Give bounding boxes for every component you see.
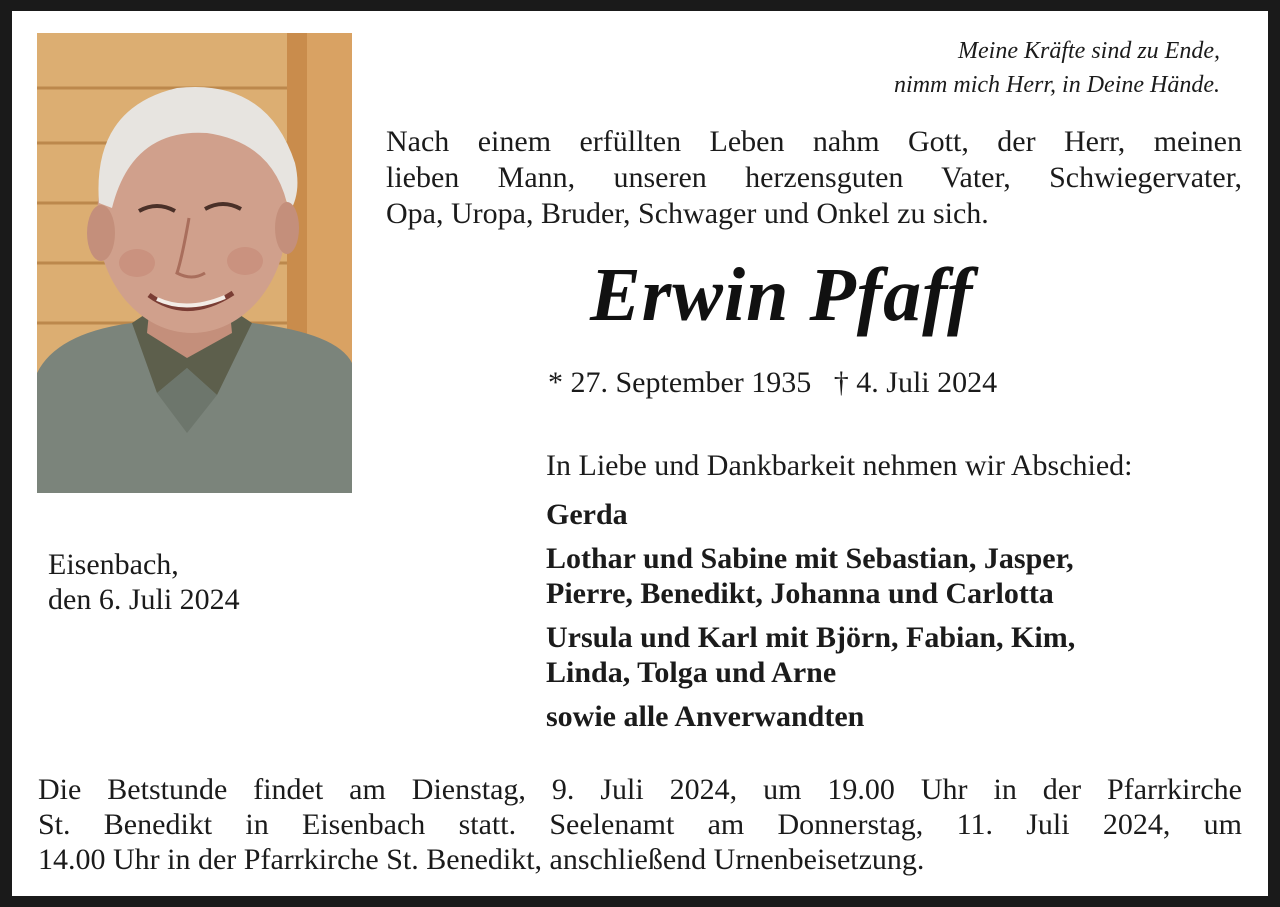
service-line-2: St. Benedikt in Eisenbach statt. Seelenamt am Donnerstag, 11. Juli 2024, um (38, 808, 1242, 841)
mourner-spouse: Gerda (546, 498, 628, 531)
mourner-group-2-line-2: Linda, Tolga und Arne (546, 656, 837, 689)
service-line-1: Die Betstunde findet am Dienstag, 9. Juli 2024, um 19.00 Uhr in der Pfarrkirche (38, 773, 1242, 806)
mourner-group-1-line-1: Lothar und Sabine mit Sebastian, Jasper, (546, 542, 1074, 575)
service-details (38, 772, 1242, 877)
farewell-text: In Liebe und Dankbarkeit nehmen wir Abschied: (546, 449, 1133, 482)
mourner-group-1-line-2: Pierre, Benedikt, Johanna und Carlotta (546, 577, 1054, 610)
mourner-relatives: sowie alle Anverwandten (546, 700, 865, 733)
verse (760, 34, 1220, 102)
portrait-illustration (37, 33, 352, 493)
death-date: † 4. Juli 2024 (833, 366, 998, 399)
intro-text (386, 124, 1242, 232)
mourners-list (546, 497, 1236, 743)
birth-date: * 27. September 1935 (548, 366, 812, 399)
verse-line-2: nimm mich Herr, in Deine Hände. (894, 72, 1220, 98)
mourner-group-2-line-1: Ursula und Karl mit Björn, Fabian, Kim, (546, 621, 1076, 654)
intro-line-2: lieben Mann, unseren herzensguten Vater, Schwiegervater, (386, 161, 1242, 194)
service-line-3: 14.00 Uhr in der Pfarrkirche St. Benedikt, anschließend Urnenbeisetzung. (38, 843, 925, 876)
intro-line-1: Nach einem erfüllten Leben nahm Gott, der Herr, meinen (386, 125, 1242, 158)
place-line: Eisenbach, (48, 548, 179, 581)
intro-line-3: Opa, Uropa, Bruder, Schwager und Onkel zu sich. (386, 197, 989, 230)
date-line: den 6. Juli 2024 (48, 583, 240, 616)
life-dates (548, 366, 997, 400)
verse-line-1: Meine Kräfte sind zu Ende, (958, 38, 1220, 64)
portrait-photo (37, 33, 352, 493)
place-and-date (48, 547, 240, 617)
deceased-name: Erwin Pfaff (590, 253, 974, 337)
